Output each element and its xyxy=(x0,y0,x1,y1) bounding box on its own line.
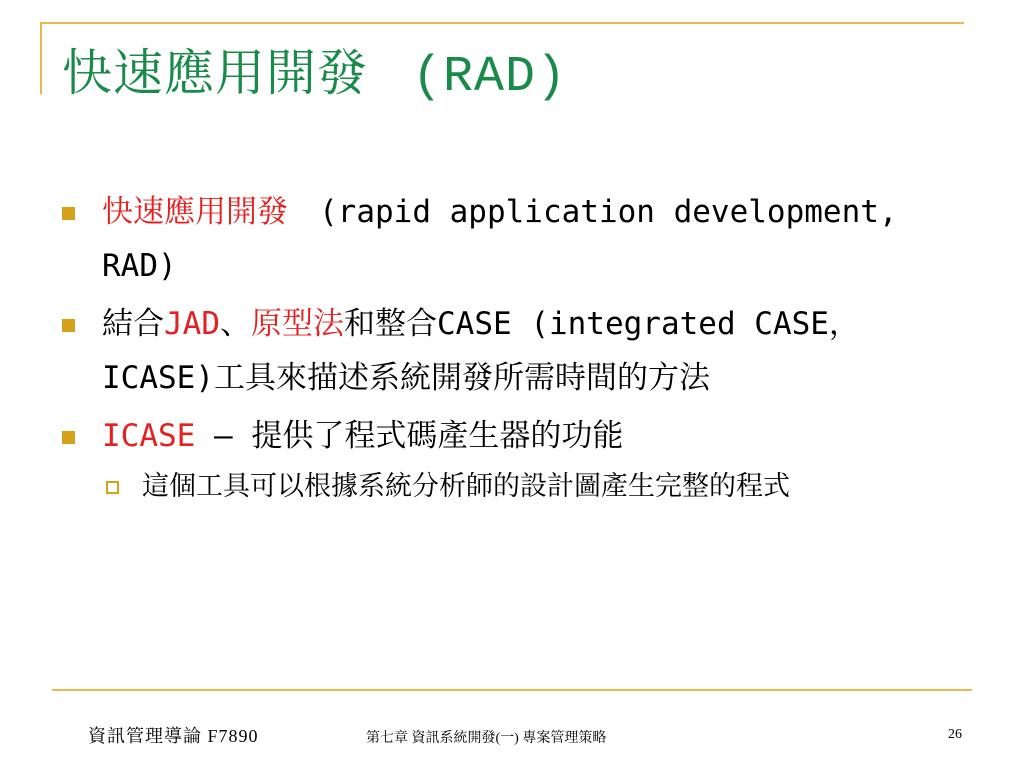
bullet-item xyxy=(62,297,962,405)
square-bullet-icon xyxy=(62,207,75,220)
bullet-item xyxy=(62,409,962,463)
sub-bullet-item xyxy=(62,463,962,511)
bullet-text: – 提供了程式碼產生器的功能 xyxy=(195,418,624,454)
bullet-text: 結合 xyxy=(102,306,164,342)
footer-course: 資訊管理導論 F7890 xyxy=(88,726,259,746)
bullet-highlight: 快速應用開發 xyxy=(102,194,288,230)
bullet-highlight-prototype: 原型法 xyxy=(251,306,344,342)
slide-title-english: (RAD) xyxy=(412,49,568,106)
sub-bullet-text: 這個工具可以根據系統分析師的設計圖產生完整的程式 xyxy=(142,471,790,502)
bullet-item xyxy=(62,185,962,293)
bullet-highlight: ICASE xyxy=(102,418,196,454)
bullet-text: 和整合CASE (integrated CASE，ICASE)工具來描述系統開發所需時間的方法 xyxy=(102,306,860,396)
footer-chapter: 第七章 資訊系統開發(一) 專案管理策略 xyxy=(366,731,607,746)
bullet-list xyxy=(62,185,962,511)
slide-title-chinese: 快速應用開發 xyxy=(62,44,368,102)
page-number: 26 xyxy=(948,727,962,742)
square-bullet-icon xyxy=(62,431,75,444)
bullet-highlight-jad: JAD xyxy=(164,306,220,342)
square-bullet-icon xyxy=(62,319,75,332)
bullet-text: 、 xyxy=(220,306,251,342)
slide-title xyxy=(62,40,567,111)
hollow-square-bullet-icon xyxy=(106,481,119,494)
frame-top-line xyxy=(40,22,964,24)
frame-left-line xyxy=(40,22,42,94)
footer-divider xyxy=(52,689,972,691)
bullet-text: (rapid application development, RAD) xyxy=(102,194,898,284)
